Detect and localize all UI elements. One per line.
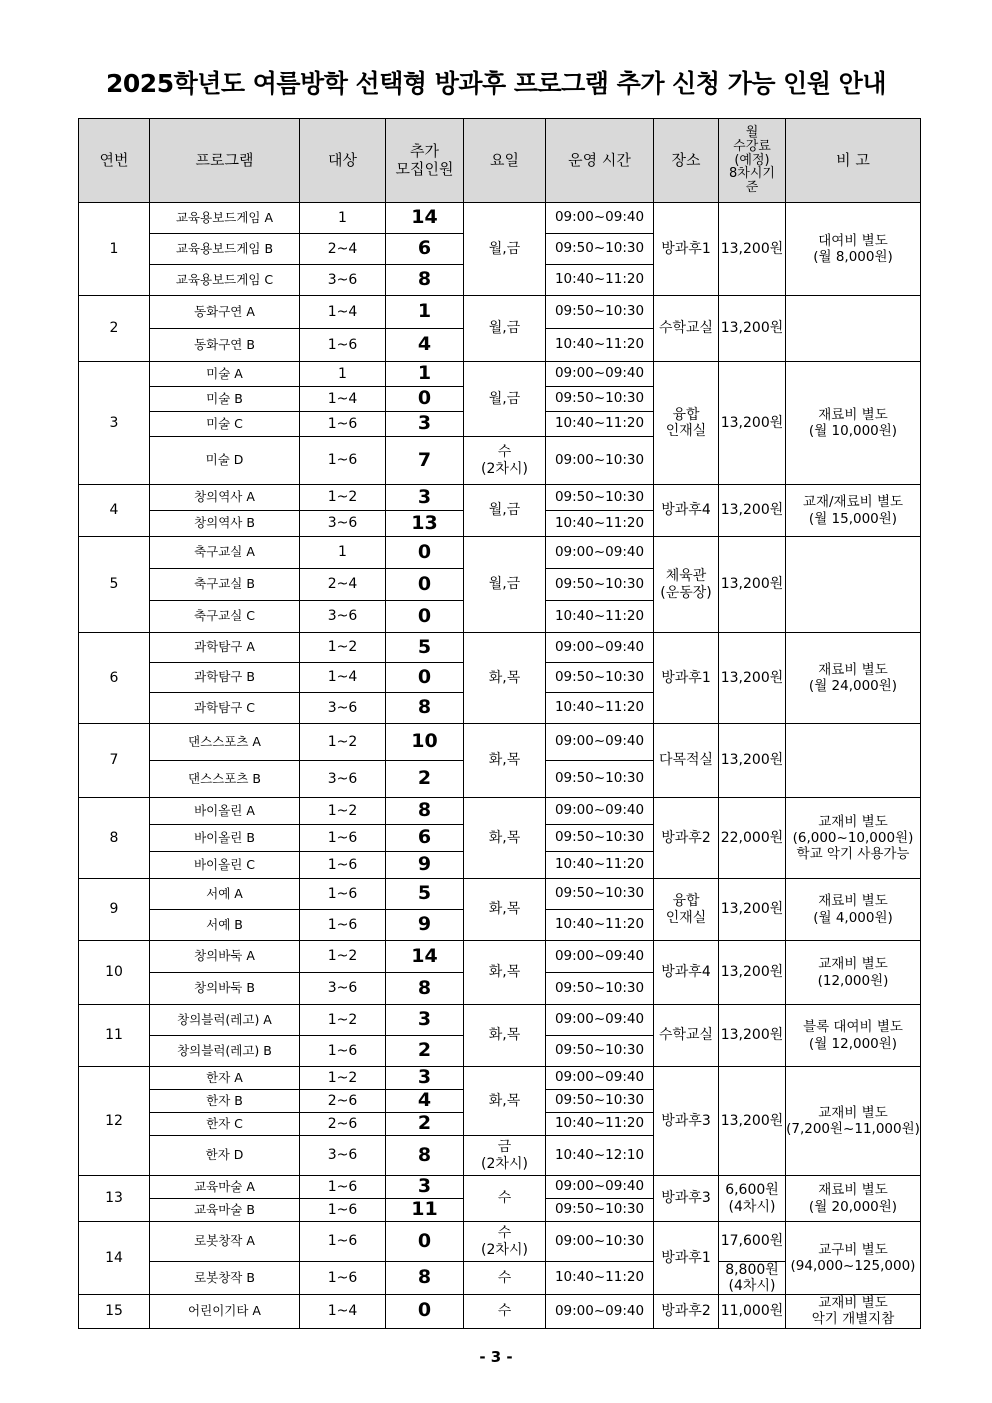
- program-name: 한자 B: [150, 1090, 300, 1113]
- row-number: 12: [79, 1067, 150, 1176]
- program-name: 서예 A: [150, 879, 300, 910]
- table-row: [79, 879, 921, 910]
- program-place: 방과후4: [654, 485, 719, 537]
- program-place: 방과후4: [654, 941, 719, 1005]
- recruit-count: 8: [386, 798, 464, 825]
- recruit-count: 1: [386, 296, 464, 329]
- program-name: 교육용보드게임 B: [150, 234, 300, 265]
- program-name: 어린이기타 A: [150, 1295, 300, 1328]
- program-target: 1~6: [300, 879, 386, 910]
- program-target: 1: [300, 537, 386, 569]
- program-time: 09:00~09:40: [546, 724, 654, 761]
- program-target: 1~6: [300, 910, 386, 941]
- program-time: 09:50~10:30: [546, 879, 654, 910]
- program-target: 1~6: [300, 437, 386, 485]
- program-time: 09:50~10:30: [546, 1090, 654, 1113]
- program-time: 09:50~10:30: [546, 1199, 654, 1222]
- recruit-count: 0: [386, 569, 464, 601]
- page-number: - 3 -: [479, 1348, 513, 1366]
- program-target: 1: [300, 362, 386, 387]
- program-name: 미술 D: [150, 437, 300, 485]
- program-name: 창의블럭(레고) B: [150, 1036, 300, 1067]
- program-name: 창의블럭(레고) A: [150, 1005, 300, 1036]
- recruit-count: 3: [386, 1005, 464, 1036]
- recruit-count: 5: [386, 879, 464, 910]
- program-time: 09:50~10:30: [546, 761, 654, 798]
- recruit-count: 4: [386, 329, 464, 362]
- program-days: 화,목: [464, 1005, 546, 1067]
- program-target: 1~2: [300, 1067, 386, 1090]
- program-days: 화,목: [464, 724, 546, 798]
- program-time: 10:40~11:20: [546, 910, 654, 941]
- program-note: [786, 724, 921, 798]
- program-days: 월,금: [464, 362, 546, 437]
- program-time: 09:00~09:40: [546, 537, 654, 569]
- program-time: 09:00~09:40: [546, 941, 654, 973]
- recruit-count: 5: [386, 633, 464, 663]
- program-time: 09:50~10:30: [546, 485, 654, 511]
- program-fee: 13,200원: [719, 1067, 786, 1176]
- program-days: 화,목: [464, 633, 546, 724]
- program-name: 한자 A: [150, 1067, 300, 1090]
- program-target: 2~6: [300, 1113, 386, 1136]
- program-days: 수: [464, 1295, 546, 1328]
- program-time: 10:40~11:20: [546, 511, 654, 537]
- program-name: 창의바둑 A: [150, 941, 300, 973]
- table-row: [79, 485, 921, 511]
- program-place: 융합 인재실: [654, 879, 719, 941]
- program-target: 1~6: [300, 852, 386, 879]
- program-target: 1~6: [300, 1036, 386, 1067]
- program-target: 1~4: [300, 1295, 386, 1328]
- header-day: 요일: [464, 119, 546, 203]
- program-target: 1~2: [300, 798, 386, 825]
- table-row: [79, 296, 921, 329]
- program-name: 동화구연 B: [150, 329, 300, 362]
- table-row: [79, 941, 921, 973]
- recruit-count: 14: [386, 941, 464, 973]
- program-name: 창의역사 B: [150, 511, 300, 537]
- row-number: 15: [79, 1295, 150, 1328]
- recruit-count: 0: [386, 387, 464, 412]
- table-row: [79, 362, 921, 387]
- recruit-count: 10: [386, 724, 464, 761]
- program-name: 미술 C: [150, 412, 300, 437]
- row-number: 9: [79, 879, 150, 941]
- program-name: 댄스스포츠 B: [150, 761, 300, 798]
- program-name: 로봇창작 B: [150, 1262, 300, 1295]
- recruit-count: 11: [386, 1199, 464, 1222]
- recruit-count: 3: [386, 412, 464, 437]
- program-days: 금 (2차시): [464, 1136, 546, 1176]
- program-days: 수: [464, 1262, 546, 1295]
- program-place: 융합 인재실: [654, 362, 719, 485]
- program-note: 재료비 별도 (월 20,000원): [786, 1176, 921, 1222]
- program-name: 과학탐구 C: [150, 693, 300, 724]
- header-place: 장소: [654, 119, 719, 203]
- program-target: 1~6: [300, 1262, 386, 1295]
- program-target: 3~6: [300, 693, 386, 724]
- program-name: 과학탐구 A: [150, 633, 300, 663]
- program-table: [78, 118, 921, 1329]
- program-name: 축구교실 C: [150, 601, 300, 633]
- program-fee: 17,600원: [719, 1222, 786, 1262]
- program-target: 1~6: [300, 825, 386, 852]
- program-place: 체육관 (운동장): [654, 537, 719, 633]
- program-time: 09:50~10:30: [546, 663, 654, 693]
- program-place: 다목적실: [654, 724, 719, 798]
- program-days: 수: [464, 1176, 546, 1222]
- program-days: 월,금: [464, 485, 546, 537]
- recruit-count: 0: [386, 537, 464, 569]
- table-row: [79, 798, 921, 825]
- header-no: 연번: [79, 119, 150, 203]
- program-place: 방과후3: [654, 1067, 719, 1176]
- program-days: 월,금: [464, 203, 546, 296]
- recruit-count: 8: [386, 693, 464, 724]
- program-days: 화,목: [464, 1067, 546, 1136]
- program-time: 10:40~11:20: [546, 329, 654, 362]
- program-fee: 6,600원 (4차시): [719, 1176, 786, 1222]
- row-number: 10: [79, 941, 150, 1005]
- program-name: 축구교실 A: [150, 537, 300, 569]
- program-name: 교육마술 B: [150, 1199, 300, 1222]
- program-note: 교구비 별도 (94,000~125,000): [786, 1222, 921, 1295]
- recruit-count: 8: [386, 973, 464, 1005]
- program-place: 방과후1: [654, 633, 719, 724]
- recruit-count: 8: [386, 1136, 464, 1176]
- program-fee: 13,200원: [719, 879, 786, 941]
- row-number: 4: [79, 485, 150, 537]
- program-note: 재료비 별도 (월 24,000원): [786, 633, 921, 724]
- table-row: [79, 1295, 921, 1328]
- program-time: 09:00~09:40: [546, 203, 654, 234]
- program-target: 3~6: [300, 601, 386, 633]
- program-time: 10:40~11:20: [546, 852, 654, 879]
- recruit-count: 2: [386, 1036, 464, 1067]
- recruit-count: 13: [386, 511, 464, 537]
- program-fee: 8,800원 (4차시): [719, 1262, 786, 1295]
- program-time: 09:00~09:40: [546, 1176, 654, 1199]
- program-place: 방과후1: [654, 203, 719, 296]
- program-time: 10:40~11:20: [546, 1113, 654, 1136]
- program-note: 재료비 별도 (월 4,000원): [786, 879, 921, 941]
- program-fee: 13,200원: [719, 1005, 786, 1067]
- recruit-count: 0: [386, 1295, 464, 1328]
- program-fee: 22,000원: [719, 798, 786, 879]
- program-days: 화,목: [464, 941, 546, 1005]
- program-days: 화,목: [464, 879, 546, 941]
- program-name: 과학탐구 B: [150, 663, 300, 693]
- program-note: [786, 537, 921, 633]
- program-time: 09:00~09:40: [546, 1295, 654, 1328]
- program-time: 09:00~09:40: [546, 633, 654, 663]
- program-target: 1~4: [300, 296, 386, 329]
- program-target: 3~6: [300, 973, 386, 1005]
- program-time: 10:40~11:20: [546, 601, 654, 633]
- program-target: 2~4: [300, 234, 386, 265]
- program-target: 1: [300, 203, 386, 234]
- program-target: 1~2: [300, 724, 386, 761]
- program-time: 09:00~10:30: [546, 437, 654, 485]
- program-name: 미술 A: [150, 362, 300, 387]
- program-time: 09:50~10:30: [546, 569, 654, 601]
- program-target: 3~6: [300, 761, 386, 798]
- program-name: 창의역사 A: [150, 485, 300, 511]
- recruit-count: 6: [386, 234, 464, 265]
- program-time: 10:40~11:20: [546, 693, 654, 724]
- program-time: 10:40~11:20: [546, 412, 654, 437]
- recruit-count: 8: [386, 1262, 464, 1295]
- program-time: 09:00~10:30: [546, 1222, 654, 1262]
- program-place: 방과후2: [654, 798, 719, 879]
- row-number: 14: [79, 1222, 150, 1295]
- program-time: 09:50~10:30: [546, 296, 654, 329]
- program-note: 대여비 별도 (월 8,000원): [786, 203, 921, 296]
- recruit-count: 2: [386, 1113, 464, 1136]
- table-row: [79, 1005, 921, 1036]
- program-name: 교육마술 A: [150, 1176, 300, 1199]
- program-name: 미술 B: [150, 387, 300, 412]
- program-name: 동화구연 A: [150, 296, 300, 329]
- program-place: 방과후1: [654, 1222, 719, 1295]
- table-row: [79, 724, 921, 761]
- program-target: 3~6: [300, 1136, 386, 1176]
- program-target: 1~4: [300, 387, 386, 412]
- header-fee: 월 수강료 (예정) 8차시기 준: [719, 119, 786, 203]
- program-name: 교육용보드게임 A: [150, 203, 300, 234]
- row-number: 5: [79, 537, 150, 633]
- recruit-count: 0: [386, 601, 464, 633]
- program-target: 1~4: [300, 663, 386, 693]
- row-number: 6: [79, 633, 150, 724]
- program-name: 로봇창작 A: [150, 1222, 300, 1262]
- program-place: 방과후2: [654, 1295, 719, 1328]
- program-target: 1~2: [300, 941, 386, 973]
- row-number: 7: [79, 724, 150, 798]
- program-note: [786, 296, 921, 362]
- row-number: 2: [79, 296, 150, 362]
- program-target: 1~6: [300, 1222, 386, 1262]
- program-note: 교재비 별도 (12,000원): [786, 941, 921, 1005]
- header-note: 비 고: [786, 119, 921, 203]
- program-days: 월,금: [464, 296, 546, 362]
- program-time: 09:00~09:40: [546, 798, 654, 825]
- row-number: 3: [79, 362, 150, 485]
- program-target: 3~6: [300, 511, 386, 537]
- program-target: 1~2: [300, 1005, 386, 1036]
- program-fee: 11,000원: [719, 1295, 786, 1328]
- program-target: 1~6: [300, 1176, 386, 1199]
- header-recruit: 추가 모집인원: [386, 119, 464, 203]
- program-target: 1~6: [300, 329, 386, 362]
- program-name: 바이올린 A: [150, 798, 300, 825]
- program-fee: 13,200원: [719, 203, 786, 296]
- program-time: 09:50~10:30: [546, 387, 654, 412]
- program-note: 블록 대여비 별도 (월 12,000원): [786, 1005, 921, 1067]
- program-time: 09:50~10:30: [546, 234, 654, 265]
- program-place: 수학교실: [654, 1005, 719, 1067]
- program-place: 수학교실: [654, 296, 719, 362]
- recruit-count: 0: [386, 663, 464, 693]
- recruit-count: 8: [386, 265, 464, 296]
- program-name: 서예 B: [150, 910, 300, 941]
- table-row: [79, 1222, 921, 1262]
- program-target: 2~4: [300, 569, 386, 601]
- recruit-count: 9: [386, 852, 464, 879]
- recruit-count: 3: [386, 485, 464, 511]
- program-target: 3~6: [300, 265, 386, 296]
- program-name: 댄스스포츠 A: [150, 724, 300, 761]
- program-days: 수 (2차시): [464, 1222, 546, 1262]
- program-name: 바이올린 B: [150, 825, 300, 852]
- header-time: 운영 시간: [546, 119, 654, 203]
- program-name: 바이올린 C: [150, 852, 300, 879]
- program-note: 교재비 별도 (7,200원~11,000원): [786, 1067, 921, 1176]
- program-target: 2~6: [300, 1090, 386, 1113]
- program-fee: 13,200원: [719, 633, 786, 724]
- table-row: [79, 1176, 921, 1199]
- recruit-count: 7: [386, 437, 464, 485]
- row-number: 11: [79, 1005, 150, 1067]
- program-name: 한자 D: [150, 1136, 300, 1176]
- program-time: 10:40~12:10: [546, 1136, 654, 1176]
- program-days: 화,목: [464, 798, 546, 879]
- program-note: 교재비 별도 (6,000~10,000원) 학교 악기 사용가능: [786, 798, 921, 879]
- recruit-count: 0: [386, 1222, 464, 1262]
- program-fee: 13,200원: [719, 296, 786, 362]
- table-row: [79, 1067, 921, 1090]
- program-place: 방과후3: [654, 1176, 719, 1222]
- row-number: 8: [79, 798, 150, 879]
- program-days: 수 (2차시): [464, 437, 546, 485]
- program-time: 09:00~09:40: [546, 1067, 654, 1090]
- header-target: 대상: [300, 119, 386, 203]
- recruit-count: 3: [386, 1176, 464, 1199]
- row-number: 1: [79, 203, 150, 296]
- program-target: 1~6: [300, 1199, 386, 1222]
- program-target: 1~2: [300, 633, 386, 663]
- page-title: 2025학년도 여름방학 선택형 방과후 프로그램 추가 신청 가능 인원 안내: [106, 69, 886, 98]
- program-name: 한자 C: [150, 1113, 300, 1136]
- program-note: 재료비 별도 (월 10,000원): [786, 362, 921, 485]
- program-time: 10:40~11:20: [546, 265, 654, 296]
- program-name: 교육용보드게임 C: [150, 265, 300, 296]
- header-row: [79, 119, 921, 203]
- program-time: 09:00~09:40: [546, 1005, 654, 1036]
- recruit-count: 9: [386, 910, 464, 941]
- table-row: [79, 537, 921, 569]
- program-time: 10:40~11:20: [546, 1262, 654, 1295]
- program-fee: 13,200원: [719, 485, 786, 537]
- program-time: 09:50~10:30: [546, 825, 654, 852]
- recruit-count: 6: [386, 825, 464, 852]
- recruit-count: 4: [386, 1090, 464, 1113]
- program-days: 월,금: [464, 537, 546, 633]
- program-time: 09:50~10:30: [546, 1036, 654, 1067]
- program-fee: 13,200원: [719, 941, 786, 1005]
- program-name: 창의바둑 B: [150, 973, 300, 1005]
- program-fee: 13,200원: [719, 537, 786, 633]
- program-note: 교재비 별도 악기 개별지참: [786, 1295, 921, 1328]
- table-row: [79, 633, 921, 663]
- recruit-count: 1: [386, 362, 464, 387]
- table-row: [79, 203, 921, 234]
- program-time: 09:50~10:30: [546, 973, 654, 1005]
- program-name: 축구교실 B: [150, 569, 300, 601]
- program-fee: 13,200원: [719, 724, 786, 798]
- recruit-count: 2: [386, 761, 464, 798]
- program-note: 교재/재료비 별도 (월 15,000원): [786, 485, 921, 537]
- recruit-count: 3: [386, 1067, 464, 1090]
- header-program: 프로그램: [150, 119, 300, 203]
- program-target: 1~6: [300, 412, 386, 437]
- program-target: 1~2: [300, 485, 386, 511]
- program-fee: 13,200원: [719, 362, 786, 485]
- recruit-count: 14: [386, 203, 464, 234]
- program-time: 09:00~09:40: [546, 362, 654, 387]
- row-number: 13: [79, 1176, 150, 1222]
